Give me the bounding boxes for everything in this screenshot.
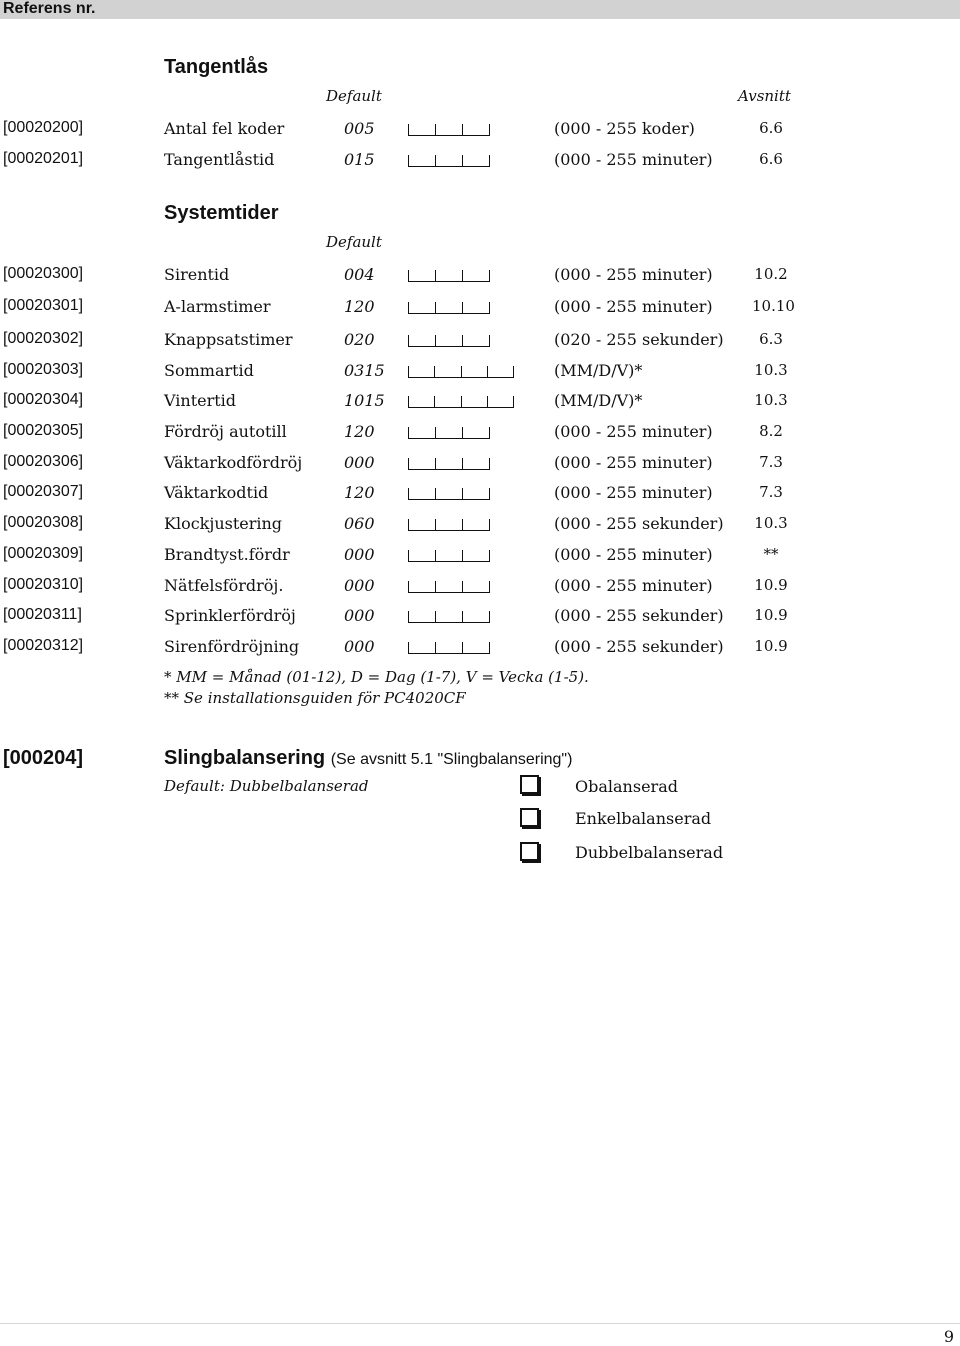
row-section: 7.3 xyxy=(759,483,783,501)
header-bar xyxy=(0,0,960,19)
row-code: [00020311] xyxy=(3,606,82,623)
page-number: 9 xyxy=(943,1327,954,1346)
row-default: 015 xyxy=(344,150,375,169)
row-code: [00020301] xyxy=(3,297,84,314)
option-label: Dubbelbalanserad xyxy=(575,843,724,862)
row-name: Nätfelsfördröj. xyxy=(164,576,284,595)
row-default: 000 xyxy=(344,637,375,656)
row-default: 0315 xyxy=(344,361,385,380)
row-range: (MM/D/V)* xyxy=(554,361,643,380)
row-range: (000 - 255 sekunder) xyxy=(554,637,724,656)
row-default: 000 xyxy=(344,606,375,625)
checkbox-obalanserad[interactable] xyxy=(520,775,539,794)
row-range: (000 - 255 koder) xyxy=(554,119,695,138)
option-label: Obalanserad xyxy=(575,777,678,796)
entry-boxes[interactable] xyxy=(408,427,490,439)
footnote-install-guide: ** Se installationsguiden för PC4020CF xyxy=(164,689,466,707)
row-section: 7.3 xyxy=(759,453,783,471)
row-range: (020 - 255 sekunder) xyxy=(554,330,724,349)
row-name: Sirenfördröjning xyxy=(164,637,300,656)
entry-boxes[interactable] xyxy=(408,519,490,531)
row-default: 005 xyxy=(344,119,375,138)
row-code: [00020201] xyxy=(3,150,84,167)
column-header-default: Default xyxy=(326,87,382,105)
entry-boxes[interactable] xyxy=(408,124,490,136)
row-name: Klockjustering xyxy=(164,514,283,533)
row-range: (000 - 255 minuter) xyxy=(554,265,713,284)
row-name: Brandtyst.fördr xyxy=(164,545,290,564)
row-section: 10.3 xyxy=(754,391,788,409)
row-default: 120 xyxy=(344,422,375,441)
row-code: [00020307] xyxy=(3,483,84,500)
row-default: 000 xyxy=(344,453,375,472)
row-name: Knappsatstimer xyxy=(164,330,293,349)
row-range: (000 - 255 minuter) xyxy=(554,422,713,441)
entry-boxes[interactable] xyxy=(408,366,514,378)
row-name: Sommartid xyxy=(164,361,254,380)
footnote-date-format: * MM = Månad (01-12), D = Dag (1-7), V = Vecka (1-5). xyxy=(164,668,589,686)
row-code: [00020308] xyxy=(3,514,84,531)
row-name: Sprinklerfördröj xyxy=(164,606,296,625)
row-section: 10.9 xyxy=(754,576,788,594)
row-section: 10.3 xyxy=(754,361,788,379)
row-section: 10.9 xyxy=(754,637,788,655)
row-code: [00020303] xyxy=(3,361,84,378)
row-code: [00020312] xyxy=(3,637,84,654)
row-range: (000 - 255 minuter) xyxy=(554,545,713,564)
checkbox-dubbelbalanserad[interactable] xyxy=(520,842,539,861)
slingbalansering-code: [000204] xyxy=(3,747,84,769)
entry-boxes[interactable] xyxy=(408,458,490,470)
option-label: Enkelbalanserad xyxy=(575,809,712,828)
row-name: Tangentlåstid xyxy=(164,150,275,169)
row-name: Sirentid xyxy=(164,265,230,284)
entry-boxes[interactable] xyxy=(408,611,490,623)
row-section: 6.6 xyxy=(759,119,783,137)
row-name: Fördröj autotill xyxy=(164,422,287,441)
row-range: (000 - 255 minuter) xyxy=(554,576,713,595)
page-header-title: Referens nr. xyxy=(3,0,96,17)
row-default: 120 xyxy=(344,297,375,316)
row-range: (000 - 255 minuter) xyxy=(554,483,713,502)
row-section: 8.2 xyxy=(759,422,783,440)
row-code: [00020309] xyxy=(3,545,84,562)
entry-boxes[interactable] xyxy=(408,642,490,654)
row-default: 1015 xyxy=(344,391,385,410)
row-range: (000 - 255 sekunder) xyxy=(554,606,724,625)
entry-boxes[interactable] xyxy=(408,550,490,562)
row-default: 000 xyxy=(344,545,375,564)
row-section: 10.2 xyxy=(754,265,788,283)
row-code: [00020304] xyxy=(3,391,84,408)
row-default: 004 xyxy=(344,265,375,284)
entry-boxes[interactable] xyxy=(408,488,490,500)
entry-boxes[interactable] xyxy=(408,270,490,282)
row-code: [00020306] xyxy=(3,453,84,470)
section-title-tangentlas: Tangentlås xyxy=(164,56,269,78)
row-name: Antal fel koder xyxy=(164,119,285,138)
row-range: (000 - 255 minuter) xyxy=(554,297,713,316)
checkbox-enkelbalanserad[interactable] xyxy=(520,808,539,827)
row-range: (MM/D/V)* xyxy=(554,391,643,410)
row-name: A-larmstimer xyxy=(164,297,271,316)
row-name: Väktarkodtid xyxy=(164,483,269,502)
entry-boxes[interactable] xyxy=(408,335,490,347)
slingbalansering-title-text: Slingbalansering xyxy=(164,747,326,769)
row-code: [00020200] xyxy=(3,119,84,136)
section-title-systemtider: Systemtider xyxy=(164,202,279,224)
entry-boxes[interactable] xyxy=(408,155,490,167)
row-section: 6.6 xyxy=(759,150,783,168)
row-default: 120 xyxy=(344,483,375,502)
row-section: ** xyxy=(763,545,779,563)
entry-boxes[interactable] xyxy=(408,581,490,593)
row-code: [00020302] xyxy=(3,330,84,347)
column-header-default: Default xyxy=(326,233,382,251)
row-range: (000 - 255 minuter) xyxy=(554,150,713,169)
footer-divider xyxy=(0,1323,960,1324)
row-default: 020 xyxy=(344,330,375,349)
slingbalansering-default: Default: Dubbelbalanserad xyxy=(164,777,369,795)
row-code: [00020310] xyxy=(3,576,84,593)
entry-boxes[interactable] xyxy=(408,396,514,408)
row-section: 10.9 xyxy=(754,606,788,624)
row-code: [00020305] xyxy=(3,422,84,439)
row-name: Vintertid xyxy=(164,391,237,410)
row-section: 10.10 xyxy=(752,297,795,315)
row-range: (000 - 255 sekunder) xyxy=(554,514,724,533)
row-section: 10.3 xyxy=(754,514,788,532)
slingbalansering-subtitle: (Se avsnitt 5.1 "Slingbalansering") xyxy=(330,751,573,768)
row-code: [00020300] xyxy=(3,265,84,282)
row-name: Väktarkodfördröj xyxy=(164,453,303,472)
row-default: 060 xyxy=(344,514,375,533)
entry-boxes[interactable] xyxy=(408,302,490,314)
column-header-section: Avsnitt xyxy=(738,87,791,105)
row-range: (000 - 255 minuter) xyxy=(554,453,713,472)
slingbalansering-title xyxy=(164,747,572,770)
row-default: 000 xyxy=(344,576,375,595)
row-section: 6.3 xyxy=(759,330,783,348)
